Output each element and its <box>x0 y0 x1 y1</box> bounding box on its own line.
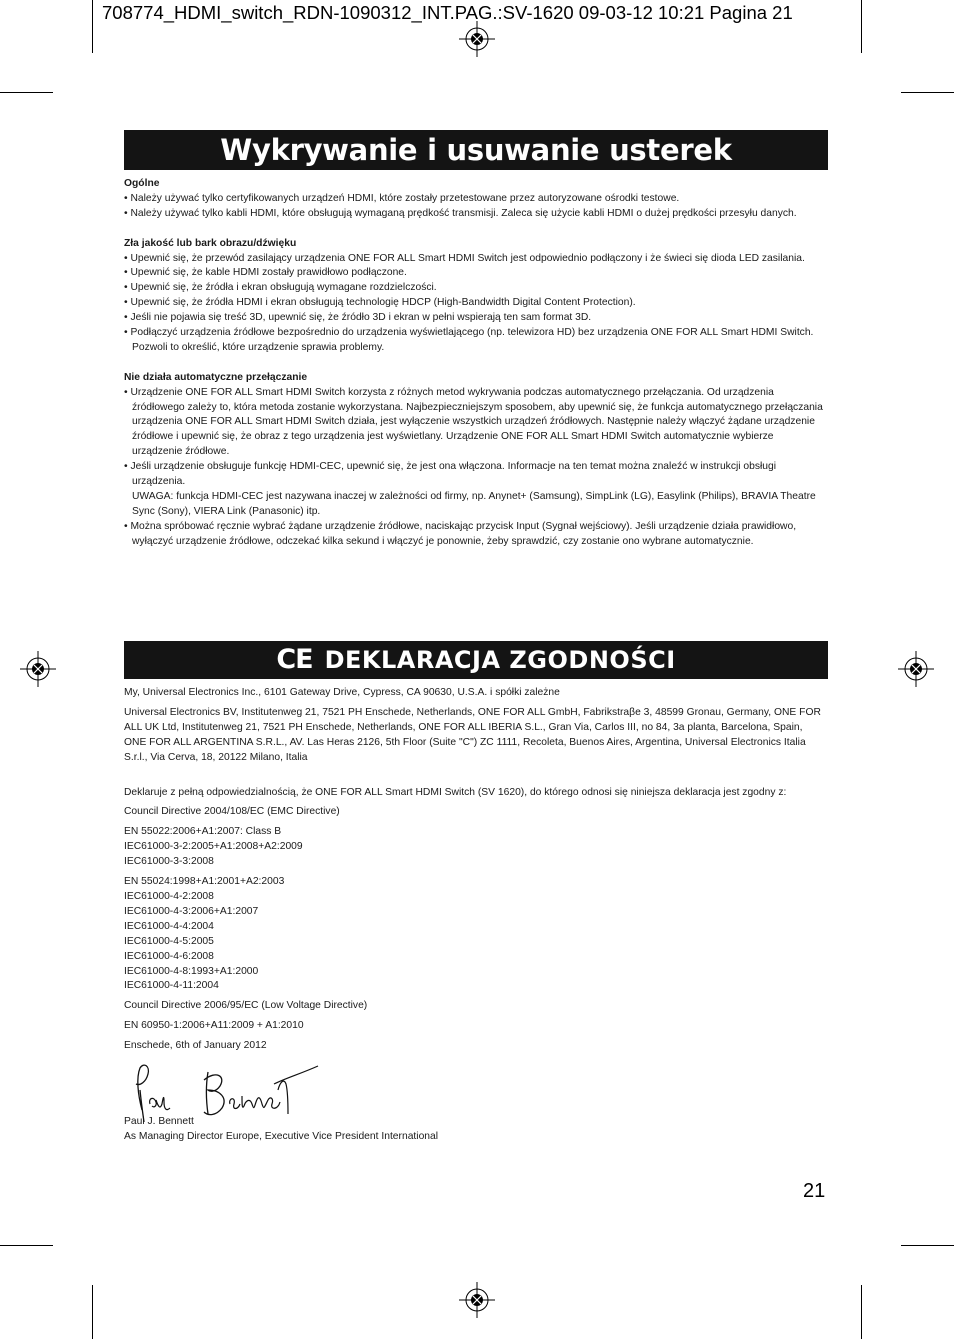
standard-line: IEC61000-4-4:2004 <box>124 920 214 932</box>
bullet-list <box>124 192 824 222</box>
ce-mark: CE <box>276 644 313 675</box>
page-number: 21 <box>803 1180 826 1202</box>
note-text: UWAGA: funkcja HDMI-CEC jest nazywana inaczej w zależności od firmy, np. Anynet+ (Samsung), SimpLink (LG), Easylink (Philips), BRAVIA Theatre Sync (Sony), VIERA Link (Panasonic) itp. <box>132 491 816 517</box>
bullet-list <box>124 386 824 550</box>
standard-line: IEC61000-4-8:1993+A1:2000 <box>124 965 259 977</box>
lvd-standard: EN 60950-1:2006+A11:2009 + A1:2010 <box>124 1020 304 1032</box>
crop-mark <box>92 1285 93 1339</box>
crop-mark <box>901 1245 954 1246</box>
registration-mark-icon <box>898 651 934 687</box>
declaration-title-bar <box>124 641 828 679</box>
crop-mark <box>0 1245 53 1246</box>
list-item-text: Jeśli urządzenie obsługuje funkcję HDMI-CEC, upewnić się, że jest ona włączona. Informacje na ten temat można znaleźć w instrukcji obsługi urządzenia. <box>130 461 777 488</box>
registration-mark-icon <box>459 1282 495 1318</box>
group-heading: Zła jakość lub bark obrazu/dźwięku <box>124 237 297 249</box>
standard-line: EN 55024:1998+A1:2001+A2:2003 <box>124 876 285 888</box>
list-item: • Można spróbować ręcznie wybrać żądane urządzenie źródłowe, naciskając przycisk Input (Sygnał wejściowy). Jeśli urządzenie działa prawidłowo, wyłączyć urządzenie źródłowe, odczekać kilka sekund i włączyć je ponownie, żeby sprawdzić, czy zostanie ono wybrane automatycznie. <box>124 520 824 550</box>
standard-line: EN 55022:2006+A1:2007: Class B <box>124 826 282 838</box>
group-heading: Ogólne <box>124 178 160 189</box>
declaration-title: DEKLARACJA ZGODNOŚCI <box>324 646 676 674</box>
group-heading: Nie działa automatyczne przełączanie <box>124 371 308 383</box>
emc-directive: Council Directive 2004/108/EC (EMC Directive) <box>124 806 340 818</box>
list-item: • Upewnić się, że źródła i ekran obsługują wymagane rozdzielczości. <box>124 281 824 296</box>
signer-name: Paul J. Bennett <box>124 1116 194 1128</box>
list-item: • Upewnić się, że źródła HDMI i ekran obsługują technologię HDCP (High-Bandwidth Digital Content Protection). <box>124 296 824 311</box>
bullet-list <box>124 252 824 356</box>
list-item: • Upewnić się, że kable HDMI zostały prawidłowo podłączone. <box>124 266 824 281</box>
list-item: • Jeśli nie pojawia się treść 3D, upewnić się, że źródło 3D i ekran w pełni wspierają ten sam format 3D. <box>124 311 824 326</box>
print-slug: 708774_HDMI_switch_RDN-1090312_INT.PAG.:SV-1620 09-03-12 10:21 Pagina 21 <box>102 2 793 23</box>
registration-mark-icon <box>459 21 495 57</box>
standard-line: IEC61000-3-3:2008 <box>124 856 214 868</box>
standard-line: IEC61000-4-6:2008 <box>124 950 214 962</box>
list-item: • Należy używać tylko kabli HDMI, które obsługują wymaganą prędkość transmisji. Zaleca się użycie kabli HDMI o dużej prędkości przesyłu danych. <box>124 207 824 222</box>
intro-text: My, Universal Electronics Inc., 6101 Gateway Drive, Cypress, CA 90630, U.S.A. i spółki zależne <box>124 687 560 698</box>
list-item: • Podłączyć urządzenia źródłowe bezpośrednio do urządzenia wyświetlającego (np. telewizora HD) bez urządzenia ONE FOR ALL Smart HDMI Switch. Pozwoli to określić, które urządzenie sprawia problemy. <box>124 326 824 356</box>
standard-line: IEC61000-3-2:2005+A1:2008+A2:2009 <box>124 841 303 853</box>
troubleshooting-title: Wykrywanie i usuwanie usterek <box>124 130 828 170</box>
signer-title: As Managing Director Europe, Executive Vice President International <box>124 1130 439 1142</box>
list-item: • Urządzenie ONE FOR ALL Smart HDMI Switch korzysta z różnych metod wykrywania podczas automatycznego przełączania. Od urządzenia źródłowego zależy to, która metoda zostanie wykorzystana. Najbezpieczniejszym sposobem, aby upewnić się, że funkcja automatycznego przełączania urządzenia ONE FOR ALL Smart HDMI Switch działa, jest wyłączenie wszystkich urządzeń źródłowych. Następnie należy włączyć żądane urządzenie źródłowe i upewnić się, że obraz z tego urządzenia jest wyświetlany. Urządzenie ONE FOR ALL Smart HDMI Switch automatycznie wybierze urządzenie źródłowe. <box>124 386 824 461</box>
standard-line: IEC61000-4-11:2004 <box>124 980 219 992</box>
list-item <box>124 460 824 520</box>
crop-mark <box>861 1285 862 1339</box>
crop-mark <box>901 92 954 93</box>
crop-mark <box>0 92 53 93</box>
lvd-directive: Council Directive 2006/95/EC (Low Voltage Directive) <box>124 1000 368 1012</box>
emc-standards-group <box>124 825 824 870</box>
companies-text: Universal Electronics BV, Institutenweg 21, 7521 PH Enschede, Netherlands, ONE FOR ALL GmbH, Fabrikstraβe 3, 48599 Gronau, Germany, ONE FOR ALL UK Ltd, Institutenweg 21, 7521 PH Enschede, Netherlands, ONE FOR ALL IBERIA S.L., Gran Via, Carlos III, no 84, 3a planta, Barcelona, Spain, ONE FOR ALL ARGENTINA S.R.L., AV. Las Heras 2126, 5th Floor (Suite "C") ZC 1111, Recoleta, Buenos Aires, Argentina, Universal Electronics Italia S.r.l., Via Cerva, 18, 20122 Milano, Italia <box>124 706 821 763</box>
list-item: • Należy używać tylko certyfikowanych urządzeń HDMI, które zostały przetestowane przez autoryzowane ośrodki testowe. <box>124 192 824 207</box>
crop-mark <box>861 0 862 53</box>
declaration-text: Deklaruje z pełną odpowiedzialnością, że ONE FOR ALL Smart HDMI Switch (SV 1620), do którego odnosi się niniejsza deklaracja jest zgodny z: <box>124 786 787 798</box>
registration-mark-icon <box>20 651 56 687</box>
troubleshooting-section <box>124 177 824 565</box>
emc-standards-group <box>124 875 824 994</box>
standard-line: IEC61000-4-2:2008 <box>124 890 214 902</box>
standard-line: IEC61000-4-3:2006+A1:2007 <box>124 905 259 917</box>
crop-mark <box>92 0 93 53</box>
signature-image <box>128 1060 328 1124</box>
place-date: Enschede, 6th of January 2012 <box>124 1040 267 1052</box>
standard-line: IEC61000-4-5:2005 <box>124 935 214 947</box>
list-item: • Upewnić się, że przewód zasilający urządzenia ONE FOR ALL Smart HDMI Switch jest odpowiednio podłączony i że świeci się dioda LED zasilania. <box>124 252 824 267</box>
